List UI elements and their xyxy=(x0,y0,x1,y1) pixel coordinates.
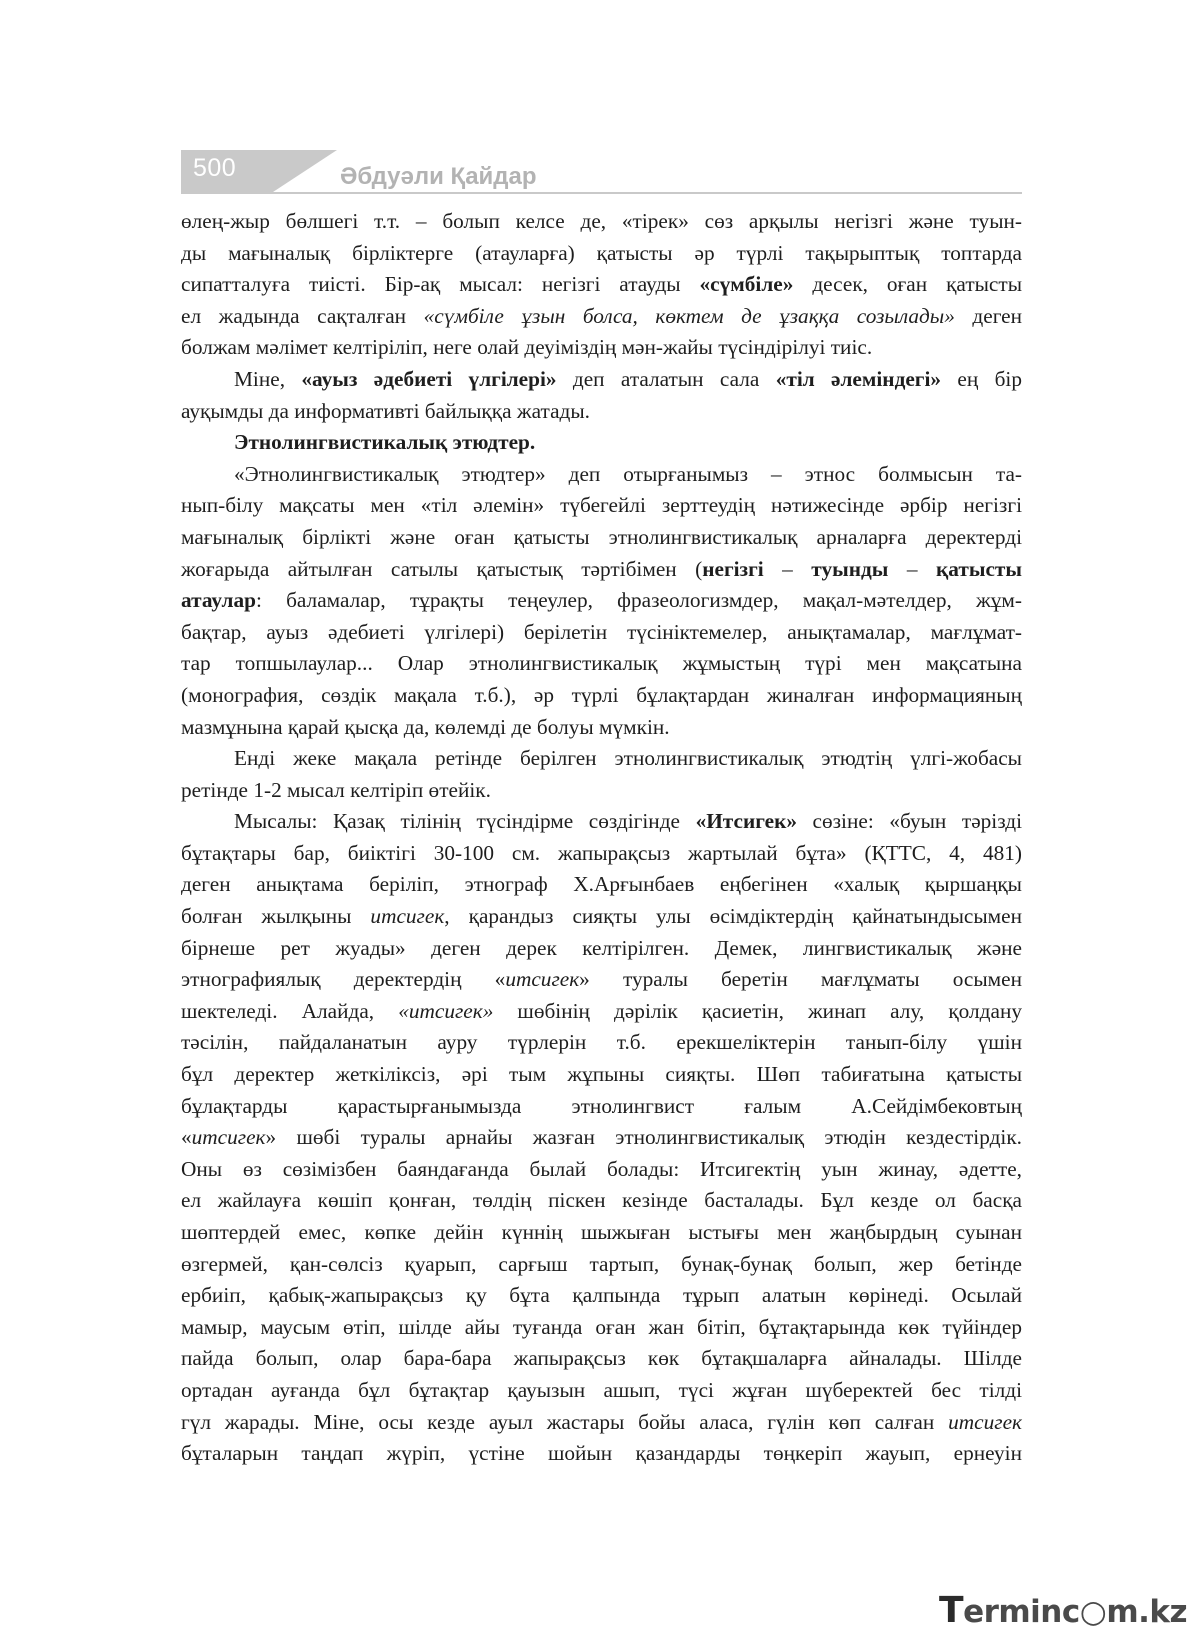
text-line: «итсигек» шөбі туралы арнайы жазған этнолингвистикалық этюдін кездестірдік. xyxy=(181,1125,1022,1150)
text-line: мазмұнына қарай қысқа да, көлемді де болуы мүмкін. xyxy=(181,714,670,739)
text-line: Енді жеке мақала ретінде берілген этнолингвистикалық этюдтің үлгі-жобасы xyxy=(234,746,1022,771)
text-line: бұл деректер жеткіліксіз, әрі тым жұпыны сияқты. Шөп табиғатына қатысты xyxy=(181,1062,1022,1087)
page-number: 500 xyxy=(193,154,237,182)
text-line: жоғарыда айтылған сатылы қатыстық тәртібімен (негізгі – туынды – қатысты xyxy=(181,556,1022,581)
text-line: болжам мәлімет келтіріліп, неге олай деуіміздің мән-жайы түсіндірілуі тиіс. xyxy=(181,335,873,360)
text-line: шектеледі. Алайда, «итсигек» шөбінің дәрілік қасиетін, жинап алу, қолдану xyxy=(181,998,1022,1023)
text-line: пайда болып, олар бара-бара жапырақсыз көк бұтақшаларға айналады. Шілде xyxy=(181,1346,1022,1371)
text-line: болған жылқыны итсигек, қарандыз сияқты улы өсімдіктердің қайнатындысымен xyxy=(181,904,1023,929)
text-line: шөптердей емес, көпке дейін күннің шыжыған ыстығы мен жаңбырдың суынан xyxy=(181,1220,1022,1244)
text-line: ретінде 1-2 мысал келтіріп өтейік. xyxy=(181,777,491,802)
text-line: бақтар, ауыз әдебиеті үлгілері) берілетін түсініктемелер, анықтамалар, мағлұмат- xyxy=(181,619,1022,644)
text-line: тәсілін, пайдаланатын ауру түрлерін т.б. ерекшеліктерін танып-білу үшін xyxy=(181,1030,1022,1055)
text-line: Оны өз сөзімізбен баяндағанда былай болады: Итсигектің уын жинау, әдетте, xyxy=(181,1156,1022,1181)
text-line: «Этнолингвистикалық этюдтер» деп отырғанымыз – этнос болмысын та- xyxy=(234,461,1022,486)
text-line: бұлақтарды қарастырғанымызда этнолингвист ғалым А.Сейдімбековтың xyxy=(181,1093,1022,1118)
text-line: нып-білу мақсаты мен «тіл әлемін» түбегейлі зерттеудің нәтижесінде әрбір негізгі xyxy=(181,493,1022,518)
running-head-author: Әбдуәли Қайдар xyxy=(340,163,537,190)
header-tab-shape xyxy=(273,150,337,192)
text-line: этнографиялық деректердің «итсигек» туралы беретін мағлұматы осымен xyxy=(181,967,1022,992)
term-bold: «сүмбіле» xyxy=(699,272,794,297)
site-watermark-logo: Terminc○m.kz xyxy=(939,1590,1187,1631)
text-line: ды мағыналық бірліктерге (атауларға) қатысты әр түрлі тақырыптық топтарда xyxy=(181,240,1022,265)
header-rule xyxy=(181,192,1022,194)
text-line: ауқымды да информативті байлыққа жатады. xyxy=(181,398,591,423)
quote-italic: «сүмбіле ұзын болса, көктем де ұзаққа созылады» xyxy=(423,303,955,328)
text-line: деген анықтама беріліп, этнограф Х.Арғынбаев еңбегінен «халық қыршаңқы xyxy=(181,872,1022,897)
section-heading: Этнолингвистикалық этюдтер. xyxy=(234,430,536,455)
text-line: Міне, «ауыз әдебиеті үлгілері» деп аталатын сала «тіл әлеміндегі» ең бір xyxy=(234,366,1022,391)
text-line: бірнеше рет жуады» деген дерек келтірілген. Демек, лингвистикалық және xyxy=(181,935,1022,960)
text-line: (монография, сөздік мақала т.б.), әр түрлі бұлақтардан жиналған информацияның xyxy=(181,682,1022,707)
text-line: ербиіп, қабық-жапырақсыз қу бұта қалпында тұрып алатын көрінеді. Осылай xyxy=(181,1283,1022,1308)
page-header xyxy=(181,150,1022,196)
text-line: ел жадында сақталған «сүмбіле ұзын болса, көктем де ұзаққа созылады» деген xyxy=(181,303,1022,328)
body-text xyxy=(181,206,1022,1470)
text-line: ел жайлауға көшіп қонған, төлдің піскен кезінде басталады. Бұл кезде ол басқа xyxy=(181,1188,1022,1213)
text-line: тар топшылаулар... Олар этнолингвистикалық жұмыстың түрі мен мақсатына xyxy=(181,651,1022,676)
text-line: ортадан ауғанда бұл бұтақтар қауызын ашып, түсі жұған шүберектей бес тілді xyxy=(181,1377,1022,1402)
text-line: сипатталуға тиісті. Бір-ақ мысал: негізгі атауды «сүмбіле» десек, оған қатысты xyxy=(181,272,1023,297)
text-line: гүл жарады. Міне, осы кезде ауыл жастары бойы аласа, гүлін көп салған итсигек xyxy=(181,1409,1022,1434)
text-line: мағыналық бірлікті және оған қатысты этнолингвистикалық арналарға деректерді xyxy=(181,524,1022,549)
text-line: атаулар: баламалар, тұрақты теңеулер, фразеологизмдер, мақал-мәтелдер, жұм- xyxy=(181,588,1022,613)
text-line: бұтақтары бар, биіктігі 30-100 см. жапырақсыз жартылай бұта» (ҚТТС, 4, 481) xyxy=(181,840,1022,865)
text-line: өзгермей, қан-сөлсіз қуарып, сарғыш тартып, бунақ-бунақ болып, жер бетінде xyxy=(181,1251,1022,1276)
text-line: бұталарын таңдап жүріп, үстіне шойын қазандарды төңкеріп жауып, ернеуін xyxy=(181,1441,1022,1466)
text-line: өлең-жыр бөлшегі т.т. – болып келсе де, «тірек» сөз арқылы негізгі және туын- xyxy=(181,209,1022,233)
text-line: Мысалы: Қазақ тілінің түсіндірме сөздігінде «Итсигек» сөзіне: «буын тәрізді xyxy=(234,809,1022,834)
text-line: мамыр, маусым өтіп, шілде айы туғанда оған жан бітіп, бұтақтарында көк түйіндер xyxy=(181,1314,1022,1339)
